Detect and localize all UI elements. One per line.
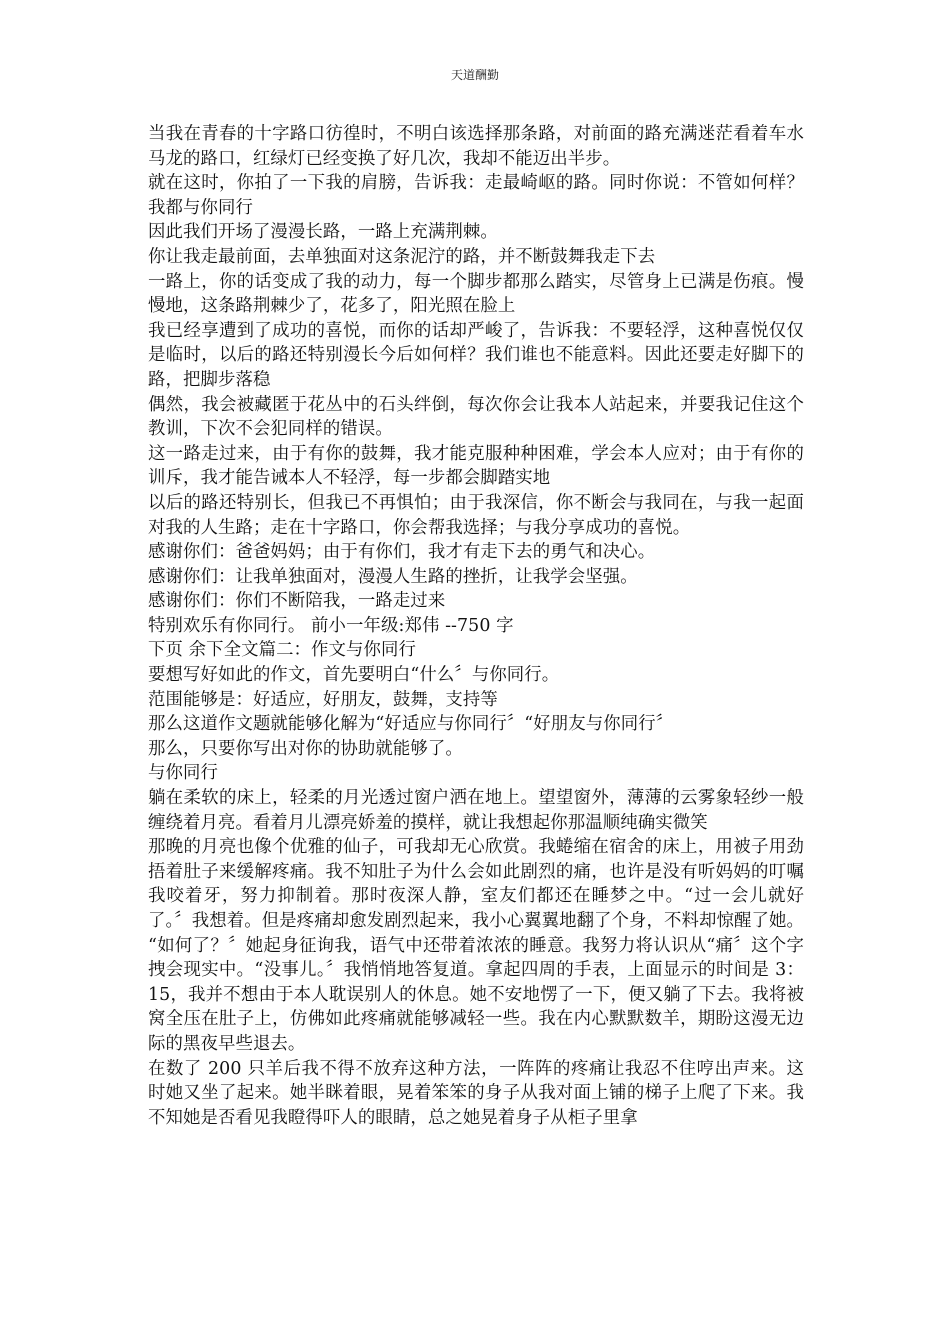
paragraph: 那么，只要你写出对你的协助就能够了。 [148, 738, 463, 759]
paragraph: 感谢你们：爸爸妈妈；由于有你们，我才有走下去的勇气和决心。 [148, 542, 656, 563]
document-body [148, 122, 804, 1130]
paragraph: 躺在柔软的床上，轻柔的月光透过窗户洒在地上。望望窗外，薄薄的云雾象轻纱一般缠绕着月亮。看着月儿漂亮娇羞的摸样，就让我想起你那温顺纯确实微笑 [148, 788, 804, 833]
paragraph: 因此我们开场了漫漫长路，一路上充满荆棘。 [148, 222, 498, 243]
paragraph: 当我在青春的十字路口彷徨时，不明白该选择那条路，对前面的路充满迷茫看着车水马龙的路口，红绿灯已经变换了好几次，我却不能迈出半步。 [148, 124, 804, 169]
paragraph: 偶然，我会被藏匿于花丛中的石头绊倒，每次你会让我本人站起来，并要我记住这个教训，下次不会犯同样的错误。 [148, 394, 804, 440]
paragraph: “如何了？〞她起身征询我，语气中还带着浓浓的睡意。我努力将认识从“痛〞这个字拽会现实中。“没事儿。〞我悄悄地答复道。拿起四周的手表，上面显示的时间是 3：15，我并不想由于本人耽误别人的休息。她不安地愣了一下，便又躺了下去。我将被窝全压在肚子上，仿佛如此疼痛就能够减轻一些。我在内心默默数羊，期盼这漫无边际的黑夜早些退去。 [148, 935, 804, 1054]
paragraph: 一路上，你的话变成了我的动力，每一个脚步都那么踏实，尽管身上已满是伤痕。慢慢地，这条路荆棘少了，花多了，阳光照在脸上 [148, 271, 804, 317]
paragraph: 那么这道作文题就能够化解为“好适应与你同行〞“好朋友与你同行〞 [148, 714, 674, 735]
page-header: 天道酬勤 [450, 68, 499, 82]
paragraph: 那晚的月亮也像个优雅的仙子，可我却无心欣赏。我蜷缩在宿舍的床上，用被子用劲捂着肚子来缓解疼痛。我不知肚子为什么会如此剧烈的痛，也许是没有听妈妈的叮嘱我咬着牙，努力抑制着。那时夜深人静，室友们都还在睡梦之中。“过一会儿就好了。〞我想着。但是疼痛却愈发剧烈起来，我小心翼翼地翻了个身，不料却惊醒了她。 [148, 837, 804, 931]
paragraph: 以后的路还特别长，但我已不再惧怕；由于我深信，你不断会与我同在，与我一起面对我的人生路；走在十字路口，你会帮我选择；与我分享成功的喜悦。 [148, 492, 804, 538]
paragraph: 在数了 200 只羊后我不得不放弃这种方法，一阵阵的疼痛让我忍不住哼出声来。这时她又坐了起来。她半眯着眼，晃着笨笨的身子从我对面上铺的梯子上爬了下来。我不知她是否看见我瞪得吓人的眼睛，总之她晃着身子从柜子里拿 [148, 1058, 804, 1128]
section-title: 与你同行 [148, 763, 218, 784]
paragraph: 就在这时，你拍了一下我的肩膀，告诉我：走最崎岖的路。同时你说：不管如何样？我都与你同行 [148, 173, 804, 218]
paragraph: 要想写好如此的作文，首先要明白“什么〞与你同行。 [148, 665, 560, 686]
paragraph: 下页 余下全文篇二：作文与你同行 [148, 640, 416, 661]
paragraph: 感谢你们：让我单独面对，漫漫人生路的挫折，让我学会坚强。 [148, 566, 638, 587]
paragraph: 感谢你们：你们不断陪我，一路走过来 [148, 591, 446, 612]
paragraph: 我已经享遭到了成功的喜悦，而你的话却严峻了，告诉我：不要轻浮，这种喜悦仅仅是临时，以后的路还特别漫长今后如何样？我们谁也不能意料。因此还要走好脚下的路，把脚步落稳 [148, 320, 804, 390]
paragraph: 这一路走过来，由于有你的鼓舞，我才能克服种种困难，学会本人应对；由于有你的训斥，我才能告诫本人不轻浮，每一步都会脚踏实地 [148, 443, 804, 489]
paragraph: 范围能够是：好适应，好朋友，鼓舞，支持等 [148, 689, 498, 710]
paragraph: 你让我走最前面，去单独面对这条泥泞的路，并不断鼓舞我走下去 [148, 246, 656, 267]
paragraph: 特别欢乐有你同行。 前小一年级:郑伟 --750 字 [148, 615, 514, 636]
